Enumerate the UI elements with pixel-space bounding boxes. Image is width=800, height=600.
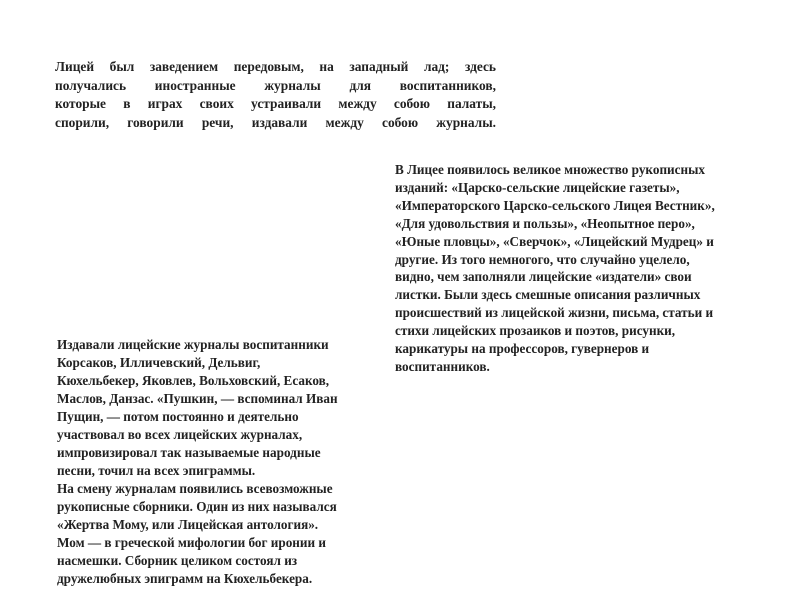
text-line: песни, точил на всех эпиграммы. — [57, 463, 256, 478]
text-line: «Жертва Мому, или Лицейская антология». — [57, 517, 319, 532]
text-line: карикатуры на профессоров, гувернеров и — [395, 341, 650, 357]
text-line: воспитанников. — [395, 358, 490, 374]
text-line: видно, чем заполняли лицейские «издатели» свои — [395, 269, 692, 285]
text-line: Кюхельбекер, Яковлев, Вольховский, Есаков, — [57, 373, 330, 388]
text-line: стихи лицейских прозаиков и поэтов, рисунки, — [395, 323, 676, 339]
text-line: участвовал во всех лицейских журналах, — [57, 427, 303, 442]
text-line: рукописные сборники. Один из них назывался — [57, 499, 337, 514]
text-line: Мом — в греческой мифологии бог иронии и — [57, 535, 326, 550]
text-line: спорили, говорили речи, издавали между собою журналы. — [55, 114, 496, 130]
text-line: изданий: «Царско-сельские лицейские газеты», — [395, 179, 680, 195]
text-line: листки. Были здесь смешные описания различных — [395, 287, 701, 303]
text-line: которые в играх своих устраивали между собою палаты, — [55, 96, 496, 112]
text-line: В Лицее появилось великое множество рукописных — [395, 162, 705, 177]
text-line: импровизировал так называемые народные — [57, 445, 321, 460]
paragraph-manuscript-editions — [395, 161, 780, 376]
text-line: Корсаков, Илличевский, Дельвиг, — [57, 355, 261, 370]
text-line: Лицей был заведением передовым, на западный лад; здесь — [55, 59, 496, 74]
text-line: Маслов, Данзас. «Пушкин, — вспоминал Иван — [57, 391, 338, 406]
text-line: Пущин, — потом постоянно и деятельно — [57, 409, 299, 424]
text-line: «Юные пловцы», «Сверчок», «Лицейский Мудрец» и — [395, 233, 714, 249]
text-line: Издавали лицейские журналы воспитанники — [57, 337, 329, 352]
text-line: насмешки. Сборник целиком состоял из — [57, 553, 298, 568]
text-line: «Для удовольствия и пользы», «Неопытное перо», — [395, 215, 695, 231]
text-line: На смену журналам появились всевозможные — [57, 481, 333, 496]
text-line: получались иностранные журналы для воспитанников, — [55, 77, 496, 93]
text-line: происшествий из лицейской жизни, письма, статьи и — [395, 305, 714, 321]
text-line: «Императорского Царско-сельского Лицея Вестник», — [395, 197, 715, 213]
paragraph-journal-publishers — [57, 336, 387, 588]
text-line: дружелюбных эпиграмм на Кюхельбекера. — [57, 571, 313, 586]
paragraph-lyceum-intro — [55, 58, 496, 132]
text-line: другие. Из того немногого, что случайно уцелело, — [395, 251, 690, 267]
